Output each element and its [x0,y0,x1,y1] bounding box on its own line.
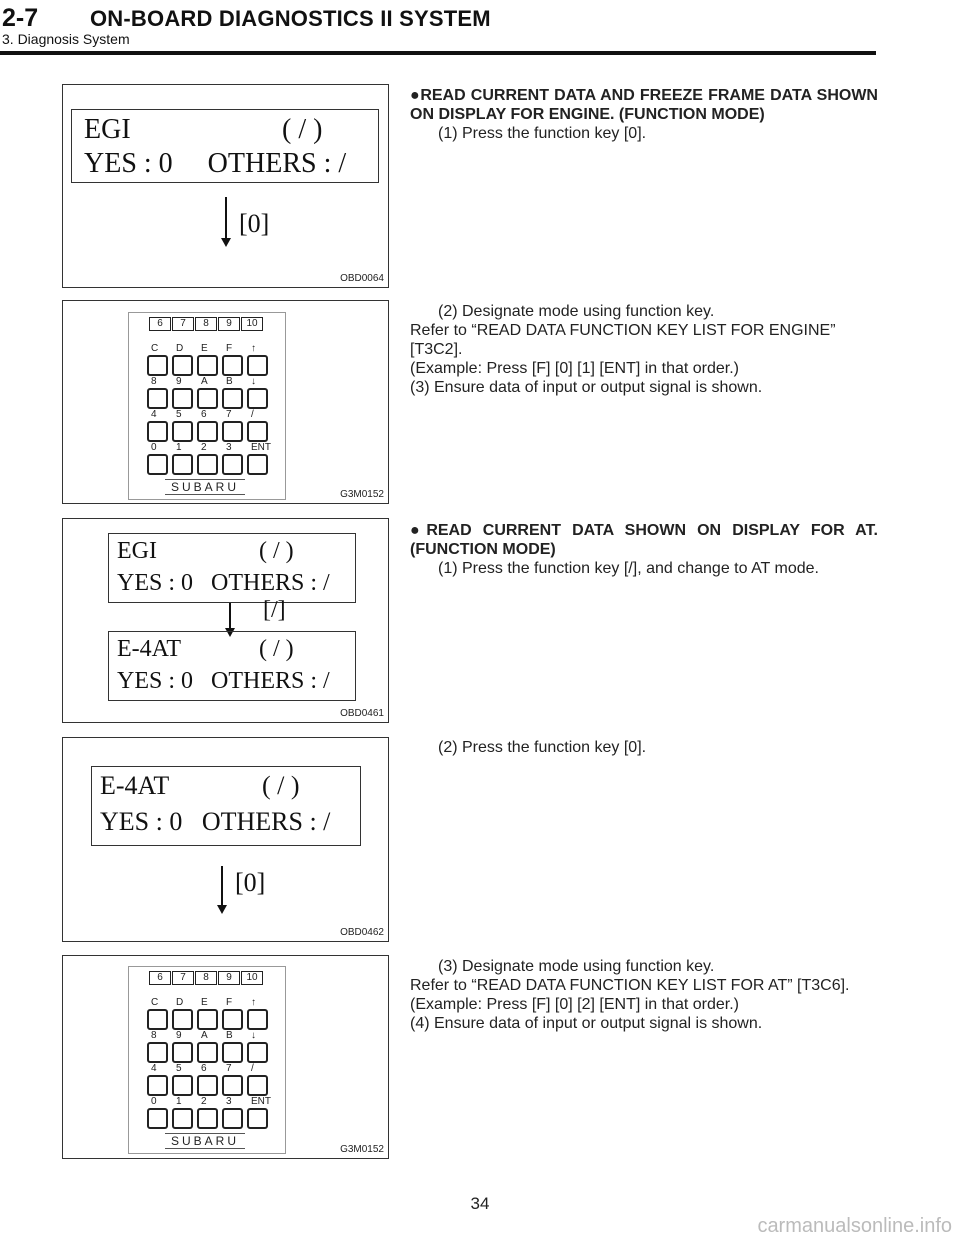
keypad-key-label: 8 [151,376,157,387]
keypad-key-label: 1 [176,442,182,453]
step-text: (4) Ensure data of input or output signal is shown. [410,1015,763,1032]
keypad-key-label: ENT [251,1096,271,1107]
display-screen-e4at [108,631,356,701]
keypad-button [172,1108,193,1129]
display-line-1-mode: E-4AT [117,636,181,662]
keypad-key-label: 1 [176,1096,182,1107]
keypad-key-label: C [151,997,159,1008]
keypad-button [222,388,243,409]
instruction-block-2 [410,302,878,397]
keypad-top-key: 7 [172,971,194,985]
display-line-1-keys: ( / ) [259,538,294,564]
keypad-key-label: 3 [226,1096,232,1107]
step-text: (1) Press the function key [/], and change to AT mode. [438,560,819,577]
keypad-key-label: ↑ [251,343,256,354]
display-screen-egi [108,533,356,603]
block-heading: READ CURRENT DATA AND FREEZE FRAME DATA SHOWN ON DISPLAY FOR ENGINE. (FUNCTION MODE) [410,87,878,123]
keypad-button [197,388,218,409]
keypad-key-label: 6 [201,409,207,420]
step-text: (Example: Press [F] [0] [2] [ENT] in that order.) [410,996,739,1013]
keypad-key-label: 2 [201,1096,207,1107]
block-heading: READ CURRENT DATA SHOWN ON DISPLAY FOR AT. (FUNCTION MODE) [410,522,878,558]
figure-obd0462 [62,737,389,942]
display-line-1-mode: E-4AT [100,771,170,800]
watermark: carmanualsonline.info [757,1215,952,1237]
keypad-key-label: 5 [176,1063,182,1074]
step-text: (Example: Press [F] [0] [1] [ENT] in that order.) [410,360,739,377]
keypad-key-label: 5 [176,409,182,420]
keypad-button [147,1075,168,1096]
instruction-block-1 [410,86,878,143]
instruction-block-5 [410,957,878,1033]
section-number: 2-7 [2,4,39,32]
keypad-button [247,1042,268,1063]
page-title: ON-BOARD DIAGNOSTICS II SYSTEM [90,6,491,31]
keypad-top-key: 10 [241,971,263,985]
step-text: (2) Press the function key [0]. [438,739,647,756]
step-text: Refer to “READ DATA FUNCTION KEY LIST FOR AT” [T3C6]. [410,977,850,994]
keypad-button [247,355,268,376]
function-key-label: [0] [235,868,266,897]
keypad-top-key: 6 [149,971,171,985]
step-text: (1) Press the function key [0]. [438,125,647,142]
keypad-button [197,1075,218,1096]
display-line-1-mode: EGI [84,114,131,145]
page-subtitle: 3. Diagnosis System [2,31,130,47]
keypad-key-label: ↓ [251,1030,256,1041]
keypad-key-label: D [176,997,184,1008]
keypad-brand-logo: SUBARU [165,1133,245,1149]
keypad-key-label: E [201,997,208,1008]
keypad-button [247,1108,268,1129]
keypad-illustration [128,312,286,500]
function-key-label: [0] [239,209,270,238]
keypad-button [197,355,218,376]
instruction-block-4 [410,738,878,757]
keypad-key-label: 7 [226,1063,232,1074]
step-text: Refer to “READ DATA FUNCTION KEY LIST FOR ENGINE” [T3C2]. [410,322,836,358]
keypad-top-key: 7 [172,317,194,331]
keypad-top-key: 6 [149,317,171,331]
figure-code: OBD0064 [340,273,384,284]
keypad-key-label: / [251,1063,254,1074]
keypad-top-key: 8 [195,317,217,331]
down-arrow-icon [229,603,231,629]
keypad-button [222,454,243,475]
keypad-top-key: 9 [218,317,240,331]
figure-obd0064 [62,84,389,288]
keypad-button [247,421,268,442]
keypad-key-label: F [226,343,233,354]
keypad-button [197,1042,218,1063]
keypad-brand-logo: SUBARU [165,479,245,495]
keypad-illustration [128,966,286,1154]
keypad-button [172,388,193,409]
keypad-key-label: 0 [151,1096,157,1107]
keypad-key-label: ↓ [251,376,256,387]
keypad-button [222,1042,243,1063]
keypad-button [247,454,268,475]
keypad-button [197,1009,218,1030]
display-line-2: YES : 0 OTHERS : / [117,668,330,694]
keypad-button [147,388,168,409]
keypad-key-label: E [201,343,208,354]
keypad-button [172,355,193,376]
keypad-key-label: 7 [226,409,232,420]
keypad-button [147,355,168,376]
keypad-button [247,1009,268,1030]
keypad-button [222,1108,243,1129]
down-arrow-icon [221,866,223,906]
display-line-2: YES : 0 OTHERS : / [100,807,331,836]
bullet-icon: ● [410,522,427,539]
keypad-key-label: 0 [151,442,157,453]
keypad-button [222,1009,243,1030]
keypad-key-label: 9 [176,376,182,387]
step-text: (3) Designate mode using function key. [438,958,715,975]
bullet-icon: ● [410,87,421,104]
keypad-button [222,421,243,442]
keypad-top-key: 9 [218,971,240,985]
figure-code: G3M0152 [340,489,384,500]
display-screen [71,109,379,183]
keypad-key-label: 9 [176,1030,182,1041]
keypad-button [197,1108,218,1129]
keypad-key-label: A [201,376,208,387]
instruction-block-3 [410,521,878,578]
keypad-key-label: 8 [151,1030,157,1041]
keypad-button [222,1075,243,1096]
keypad-key-label: A [201,1030,208,1041]
display-line-1-keys: ( / ) [262,771,300,800]
display-line-2: YES : 0 OTHERS : / [117,570,330,596]
function-key-label: [/] [263,597,286,623]
keypad-button [247,1075,268,1096]
page-header [0,0,960,60]
keypad-key-label: 6 [201,1063,207,1074]
keypad-button [147,1042,168,1063]
display-screen [91,766,361,846]
keypad-button [147,454,168,475]
keypad-button [147,1108,168,1129]
figure-code: G3M0152 [340,1144,384,1155]
figure-code: OBD0462 [340,927,384,938]
display-line-1-keys: ( / ) [282,114,323,145]
step-text: (2) Designate mode using function key. [438,303,715,320]
step-text: (3) Ensure data of input or output signal is shown. [410,379,763,396]
keypad-key-label: ↑ [251,997,256,1008]
keypad-key-label: 3 [226,442,232,453]
keypad-top-key: 8 [195,971,217,985]
display-line-1-keys: ( / ) [259,636,294,662]
keypad-key-label: 2 [201,442,207,453]
header-rule [0,51,876,55]
keypad-key-label: D [176,343,184,354]
keypad-key-label: 4 [151,1063,157,1074]
keypad-button [147,421,168,442]
keypad-key-label: 4 [151,409,157,420]
keypad-key-label: C [151,343,159,354]
keypad-top-key: 10 [241,317,263,331]
keypad-button [172,1009,193,1030]
keypad-button [172,421,193,442]
keypad-button [172,1075,193,1096]
keypad-button [197,454,218,475]
display-line-2: YES : 0 OTHERS : / [84,148,347,179]
keypad-button [247,388,268,409]
display-line-1-mode: EGI [117,538,157,564]
keypad-button [222,355,243,376]
keypad-key-label: B [226,376,233,387]
keypad-key-label: / [251,409,254,420]
down-arrow-icon [225,197,227,239]
figure-obd0461 [62,518,389,723]
keypad-button [172,454,193,475]
keypad-button [197,421,218,442]
keypad-button [172,1042,193,1063]
keypad-key-label: ENT [251,442,271,453]
keypad-key-label: B [226,1030,233,1041]
keypad-key-label: F [226,997,233,1008]
page-number: 34 [470,1194,490,1213]
keypad-button [147,1009,168,1030]
figure-code: OBD0461 [340,708,384,719]
